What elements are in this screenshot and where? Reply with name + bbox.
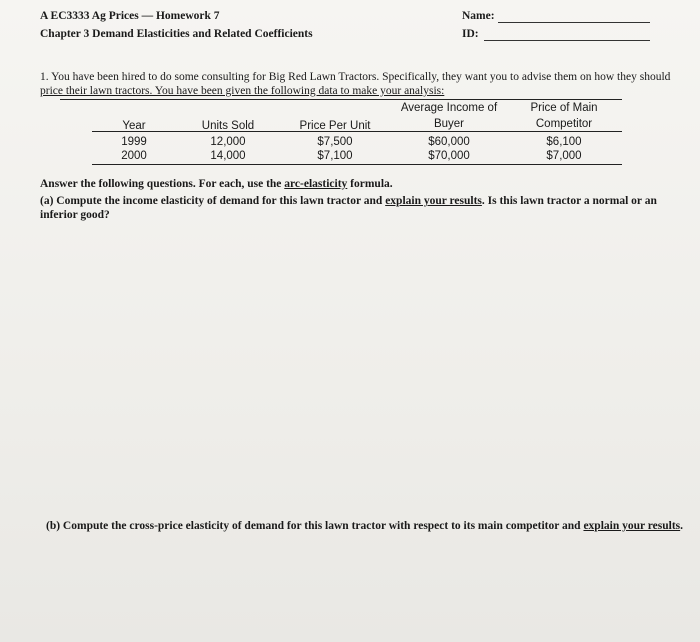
header-units-sold: Units Sold [201, 120, 255, 132]
part-b-underlined: explain your results [583, 520, 681, 532]
cell-price: $7,100 [317, 150, 353, 162]
question-1-intro [40, 70, 680, 98]
table-row [88, 132, 624, 148]
cell-price: $7,500 [317, 136, 353, 148]
part-a-end: . Is this lawn tractor a normal or an inferior good? [40, 195, 657, 221]
table-header-rule [92, 131, 622, 132]
cell-year: 2000 [121, 150, 147, 162]
instructions-end: formula. [347, 178, 393, 190]
part-b-end: . [680, 520, 684, 532]
part-a-question [40, 194, 680, 222]
part-a-underlined: explain your results [385, 195, 482, 207]
table-row [88, 148, 624, 162]
cell-competitor-price: $6,100 [546, 136, 582, 148]
cell-income: $70,000 [428, 150, 470, 162]
instructions-underlined: arc-elasticity [284, 178, 348, 190]
part-b-text: (b) Compute the cross-price elasticity of demand for this lawn tractor with respect to its main competitor and [46, 520, 584, 532]
header-price-per-unit: Price Per Unit [299, 120, 371, 132]
header-average-income: Average Income of Buyer [400, 102, 498, 130]
cell-year: 1999 [121, 136, 147, 148]
homework-title: A EC3333 Ag Prices — Homework 7 [40, 10, 220, 22]
id-label: ID: [462, 28, 479, 40]
table-bottom-rule [92, 164, 622, 165]
instructions-text: Answer the following questions. For each, use the [40, 178, 285, 190]
chapter-title: Chapter 3 Demand Elasticities and Related Coefficients [40, 28, 313, 40]
part-a-text: (a) Compute the income elasticity of demand for this lawn tractor and [40, 195, 386, 207]
header-year: Year [122, 120, 146, 132]
table-header-row [88, 100, 624, 132]
name-label: Name: [462, 10, 495, 22]
name-blank[interactable] [498, 22, 650, 23]
cell-units-sold: 14,000 [210, 150, 246, 162]
cell-units-sold: 12,000 [210, 136, 246, 148]
question-1-underlined: price their lawn tractors. You have been given the following data to make your analysis: [40, 85, 445, 97]
instructions [40, 178, 393, 190]
cell-competitor-price: $7,000 [546, 150, 582, 162]
header-competitor-price: Price of Main Competitor [530, 102, 598, 130]
cell-income: $60,000 [428, 136, 470, 148]
question-1-text: 1. You have been hired to do some consulting for Big Red Lawn Tractors. Specifically, they want you to advise them on how they should [40, 71, 671, 83]
id-blank[interactable] [484, 40, 650, 41]
part-b-question [46, 520, 686, 532]
